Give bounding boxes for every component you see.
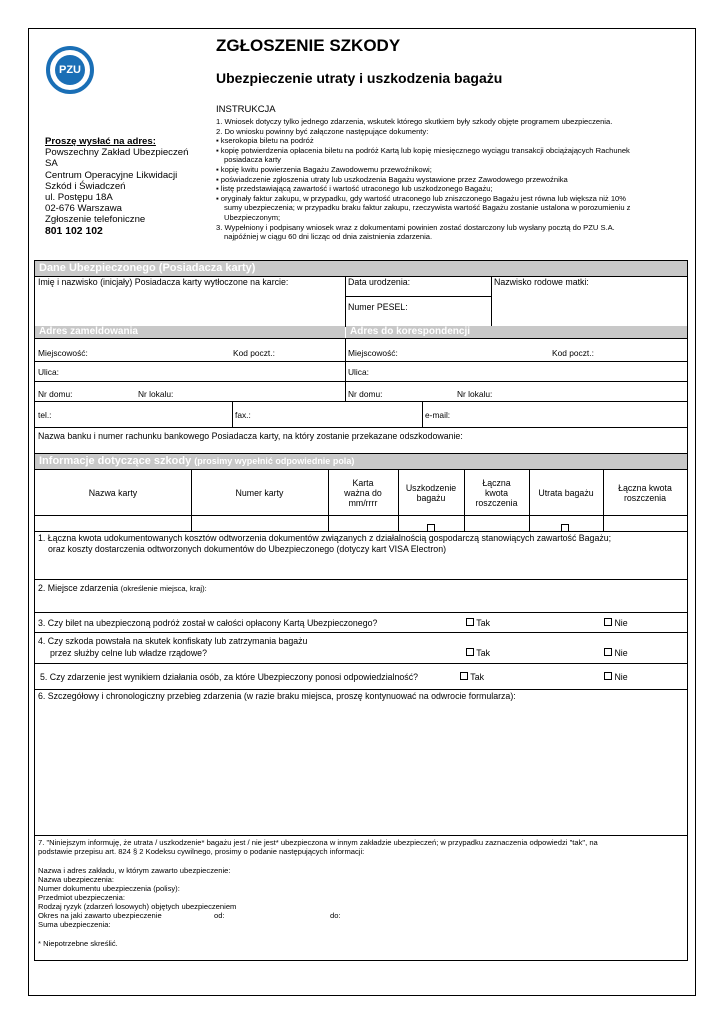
q7-line: Nazwa i adres zakładu, w którym zawarto ubezpieczenie: [38, 866, 231, 875]
col-card-number: Numer karty [235, 487, 284, 498]
q7-from: od: [214, 911, 225, 920]
col-damage-baggage: Uszkodzenie bagażu [405, 482, 457, 503]
instructions-list [216, 117, 686, 242]
reg-street-field[interactable]: Ulica: [38, 367, 59, 377]
instr-13: najpóźniej w ciągu 60 dni licząc od dnia zaistnienia zdarzenia. [224, 232, 433, 242]
q5-yes-option[interactable]: Tak [460, 672, 484, 682]
reg-house-field[interactable]: Nr domu: [38, 389, 73, 399]
address-line: 02-676 Warszawa [45, 203, 122, 215]
q7-line: Rodzaj ryzyk (zdarzeń losowych) objętych ubezpieczeniem [38, 902, 237, 911]
instructions-heading: INSTRUKCJA [216, 104, 276, 115]
instr-8: ▪ listę przedstawiającą zawartość i wartość utraconego lub uszkodzonego Bagażu; [216, 184, 493, 194]
bank-account-field[interactable]: Nazwa banku i numer rachunku bankowego Posiadacza karty, na który zostanie przekazane odszkodowanie: [38, 431, 463, 441]
question-1[interactable] [38, 533, 611, 555]
question-1-text-2: oraz koszty dostarczenia odtworzonych dokumentów do Ubezpieczonego (dotyczy kart VISA Electron) [48, 544, 447, 554]
mailing-address [45, 136, 188, 237]
instr-7: ▪ poświadczenie zgłoszenia utraty lub uszkodzenia Bagażu wystawione przez Zawodowego przewoźnika [216, 174, 568, 184]
q7-line: Numer dokumentu ubezpieczenia (polisy): [38, 884, 180, 893]
address-line: Szkód i Świadczeń [45, 180, 126, 192]
corr-zip-field[interactable]: Kod poczt.: [552, 348, 594, 358]
damage-header-title: Informacje dotyczące szkody [39, 455, 192, 467]
question-7[interactable] [38, 838, 684, 948]
address-line: SA [45, 158, 58, 170]
pesel-field[interactable]: Numer PESEL: [348, 302, 408, 312]
instr-9: ▪ oryginały faktur zakupu, w przypadku, gdy wartość utraconego lub zniszczonego Bagażu jest równa lub większa niż 10% [216, 193, 627, 203]
address-line: Powszechny Zakład Ubezpieczeń [45, 147, 189, 159]
tel-field[interactable]: tel.: [38, 410, 52, 420]
question-5: 5. Czy zdarzenie jest wynikiem działania osób, za które Ubezpieczony ponosi odpowiedzialność? [40, 672, 418, 682]
reg-zip-field[interactable]: Kod poczt.: [233, 348, 275, 358]
reg-flat-field[interactable]: Nr lokalu: [138, 389, 174, 399]
question-2-note: (określenie miejsca, kraj): [120, 584, 207, 593]
instr-1: 1. Wniosek dotyczy tylko jednego zdarzenia, wskutek którego skutkiem były szkody objęte programem ubezpieczenia. [216, 117, 613, 126]
card-holder-name-field[interactable]: Imię i nazwisko (inicjały) Posiadacza karty wytłoczone na karcie: [38, 277, 289, 287]
q7-sum: Suma ubezpieczenia: [38, 920, 111, 929]
question-6[interactable]: 6. Szczegółowy i chronologiczny przebieg zdarzenia (w razie braku miejsca, proszę kontynuować na odwrocie formularza): [38, 691, 516, 701]
registered-address-header: Adres zameldowania [35, 326, 345, 338]
corr-house-field[interactable]: Nr domu: [348, 389, 383, 399]
question-4-text-2: przez służby celne lub władze rządowe? [50, 648, 207, 658]
q7-line: Przedmiot ubezpieczenia: [38, 893, 125, 902]
q4-yes-option[interactable]: Tak [466, 648, 490, 658]
question-2-text: 2. Miejsce zdarzenia [38, 583, 119, 593]
corr-street-field[interactable]: Ulica: [348, 367, 369, 377]
q3-yes-option[interactable]: Tak [466, 618, 490, 628]
q7-to: do: [330, 911, 341, 920]
instr-12: 3. Wypełniony i podpisany wniosek wraz z dokumentami powinien zostać dostarczony lub wysłany pocztą do PZU S.A. [216, 222, 615, 232]
insured-section [34, 260, 688, 454]
instr-3: ▪ kserokopia biletu na podróż [216, 136, 314, 146]
damage-section [34, 453, 688, 961]
question-7-text: 7. "Niniejszym informuję, że utrata / uszkodzenie* bagażu jest / nie jest* ubezpieczona w innym zakładzie ubezpieczeń; w przypadku zaznaczenia odpowiedzi "tak", na [38, 838, 598, 847]
question-7-text-2: podstawie przepisu art. 824 § 2 Kodeksu cywilnego, prosimy o podanie następujących informacji: [38, 847, 365, 856]
mother-maiden-name-field[interactable]: Nazwisko rodowe matki: [494, 277, 589, 287]
corr-flat-field[interactable]: Nr lokalu: [457, 389, 493, 399]
q7-line: Nazwa ubezpieczenia: [38, 875, 114, 884]
question-3: 3. Czy bilet na ubezpieczoną podróż został w całości opłacony Kartą Ubezpieczonego? [38, 618, 378, 628]
insured-header: Dane Ubezpieczonego (Posiadacza karty) [35, 261, 687, 276]
instr-2: 2. Do wniosku powinny być załączone następujące dokumenty: [216, 126, 429, 136]
pzu-logo [46, 46, 94, 94]
form-subtitle: Ubezpieczenie utraty i uszkodzenia bagażu [216, 70, 503, 86]
q7-period: Okres na jaki zawarto ubezpieczenie [38, 911, 162, 920]
instr-5: posiadacza karty [224, 155, 281, 165]
correspondence-address-header: Adres do korespondencji [346, 326, 687, 338]
phone-number: 801 102 102 [45, 225, 103, 237]
question-1-text: 1. Łączna kwota udokumentowanych kosztów odtworzenia dokumentów związanych z działalnością gospodarczą stanowiących zawartość Bagażu; [38, 533, 612, 543]
col-card-valid: Karta ważna do mm/rrrr [344, 477, 382, 508]
instr-10: sumy ubezpieczenia; w przypadku braku faktur zakupu, rzeczywista wartość Bagażu zostanie ustalona w porozumieniu z [224, 203, 631, 213]
damage-header-note: (prosimy wypełnić odpowiednie pola) [194, 456, 355, 466]
q5-no-option[interactable]: Nie [604, 672, 628, 682]
address-line: Centrum Operacyjne Likwidacji [45, 169, 178, 181]
email-field[interactable]: e-mail: [425, 410, 451, 420]
address-heading: Proszę wysłać na adres: [45, 136, 156, 147]
footnote: * Niepotrzebne skreślić. [38, 939, 118, 948]
damage-header [35, 454, 687, 469]
corr-city-field[interactable]: Miejscowość: [348, 348, 398, 358]
col-card-name: Nazwa karty [88, 487, 138, 498]
instr-11: Ubezpieczonym; [224, 212, 281, 222]
reg-city-field[interactable]: Miejscowość: [38, 348, 88, 358]
q4-no-option[interactable]: Nie [604, 648, 628, 658]
question-4 [38, 635, 307, 659]
instr-4: ▪ kopię potwierdzenia opłacenia biletu na podróż Kartą lub kopię miesięcznego wyciągu transakcji obciążających Rachunek [216, 145, 630, 155]
col-damage-claim: Łączna kwota roszczenia [475, 477, 518, 508]
logo-text: PZU [55, 55, 85, 85]
address-line: ul. Postępu 18A [45, 192, 113, 204]
form-title: ZGŁOSZENIE SZKODY [216, 36, 401, 55]
question-2[interactable] [38, 583, 207, 593]
col-loss-baggage: Utrata bagażu [538, 487, 594, 498]
fax-field[interactable]: fax.: [235, 410, 251, 420]
question-4-text: 4. Czy szkoda powstała na skutek konfiskaty lub zatrzymania bagażu [38, 636, 308, 646]
col-loss-claim: Łączna kwota roszczenia [618, 482, 672, 503]
address-line: Zgłoszenie telefoniczne [45, 214, 146, 226]
instr-6: ▪ kopię kwitu powierzenia Bagażu Zawodowemu przewoźnikowi; [216, 164, 432, 174]
birth-date-field[interactable]: Data urodzenia: [348, 277, 411, 287]
q3-no-option[interactable]: Nie [604, 618, 628, 628]
